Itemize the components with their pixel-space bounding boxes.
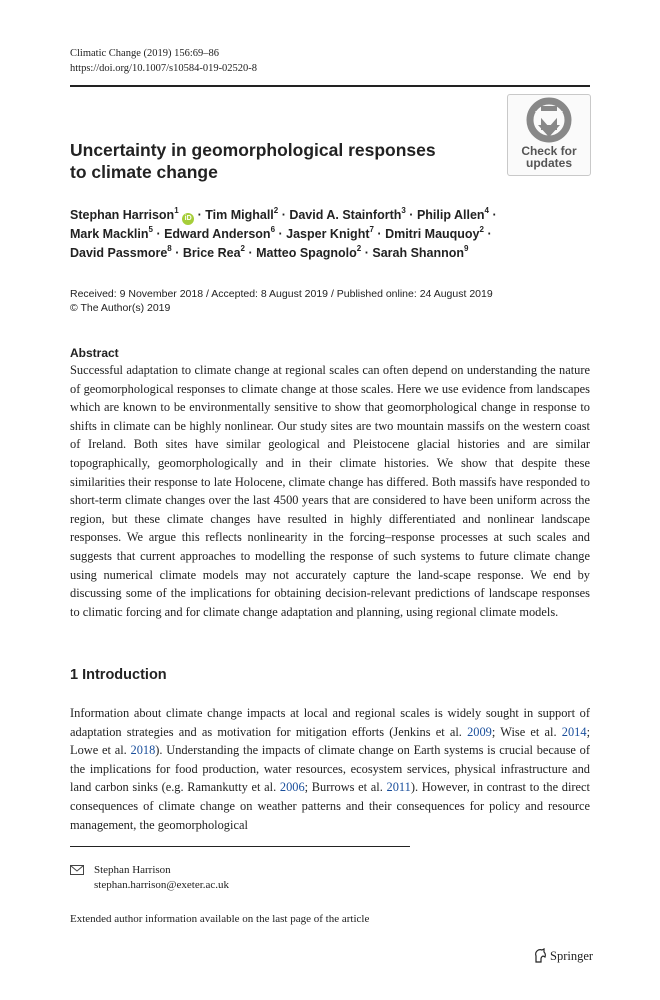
author-affiliation: 4 — [484, 206, 489, 215]
springer-horse-icon — [533, 948, 547, 963]
introduction-paragraph — [70, 704, 590, 834]
title-line-2: to climate change — [70, 162, 218, 182]
mail-icon — [70, 865, 84, 875]
author-name[interactable]: Philip Allen — [416, 208, 485, 222]
author-name[interactable]: Tim Mighall — [205, 208, 274, 222]
author-affiliation: 1 — [174, 206, 179, 215]
received-date: Received: 9 November 2018 — [70, 288, 204, 300]
author-name[interactable]: Matteo Spagnolo — [256, 246, 357, 260]
citation-link[interactable]: 2011 — [386, 780, 411, 795]
journal-citation: Climatic Change (2019) 156:69–86 — [70, 48, 220, 59]
citation-link[interactable]: 2018 — [130, 743, 156, 758]
author-name[interactable]: David A. Stainforth — [289, 208, 402, 222]
orcid-icon[interactable]: iD — [182, 213, 194, 225]
corresponding-author-email[interactable]: stephan.harrison@exeter.ac.uk — [94, 879, 230, 891]
badge-line-1: Check for — [521, 144, 577, 158]
author-affiliation: 2 — [479, 225, 484, 234]
intro-text: ). Understanding the impacts of climate change on Earth systems is crucial because of the implications for food production, water resources, ecosystem services, physical infrastructure and land carbon sinks (e.g. Ramankutty et al. — [70, 743, 590, 795]
copyright-line: © The Author(s) 2019 — [70, 302, 171, 314]
author-affiliation: 3 — [401, 206, 406, 215]
footnote-rule — [70, 846, 410, 847]
author-name[interactable]: David Passmore — [70, 246, 168, 260]
author-affiliation: 2 — [273, 206, 279, 215]
author-affiliation: 6 — [270, 225, 276, 234]
publisher-name: Springer — [550, 949, 594, 963]
author-name[interactable]: Dmitri Mauquoy — [385, 227, 480, 241]
author-affiliation: 8 — [167, 244, 172, 253]
header-rule — [70, 85, 590, 87]
author-affiliation: 2 — [240, 244, 245, 253]
abstract-heading: Abstract — [70, 346, 119, 360]
author-name[interactable]: Edward Anderson — [164, 227, 271, 241]
badge-line-2: updates — [525, 156, 572, 170]
check-for-updates-badge[interactable] — [507, 94, 591, 176]
author-name[interactable]: Mark Macklin — [70, 227, 149, 241]
publication-dates: Received: 9 November 2018 / Accepted: 8 August 2019 / Published online: 24 August 2019 © The Author(s) 2019 — [70, 288, 493, 314]
check-for-updates-icon — [508, 97, 590, 147]
title-line-1: Uncertainty in geomorphological responses — [70, 140, 436, 160]
abstract-text: Successful adaptation to climate change at regional scales can often depend on understanding the nature of geomorphological responses to climate change at those scales. Here we use evidence from landscapes which are known to be environmentally sensitive to show that geomorphological change in response to shifts in climate can be highly nonlinear. Our study sites are two mountain massifs on the western coast of Ireland. Both sites have similar geological and Pleistocene glacial histories and are similar topographically, geomorphologically and in their climate histories. We show that despite these similarities their response to late Holocene, climate change has differed. Both massifs have responded to short-term climate changes over the last 4500 years that are considered to have been uniform across the region, but these climate changes have resulted in highly differentiated and nonlinear landscape responses. We argue this reflects nonlinearity in the forcing–response processes at such scales and suggests that current approaches to modelling the response of such systems to future climate change using numerical climate models may not accurately capture the land-scape response. We end by discussing some of the implications for obtaining decision-relevant predictions of landscape responses to climatic forcing and for climate change adaptation and planning, using regional climate models. — [70, 363, 590, 619]
doi-link[interactable]: https://doi.org/10.1007/s10584-019-02520-8 — [70, 63, 258, 74]
author-affiliation: 9 — [464, 244, 469, 253]
accepted-date: Accepted: 8 August 2019 — [211, 288, 329, 300]
journal-header — [70, 46, 257, 76]
published-date: Published online: 24 August 2019 — [336, 288, 493, 300]
intro-text: ; Burrows et al. — [304, 780, 387, 795]
author-affiliation: 5 — [148, 225, 153, 234]
corresponding-author-name: Stephan Harrison — [94, 864, 171, 876]
badge-label — [508, 145, 590, 169]
author-list: Stephan Harrison$^1$ iD · Tim Mighall$^2$ · David A. Stainforth$^3$ · Philip Allen$^4$ · Mark Macklin$^5$ · Edward Anderson$^6$ · Jasper Knight$^7$ · Dmitri Mauquoy$^2$ · David Passmore$^8$ · Brice Rea$^2$ · Matteo Spagnolo$^2$ · Sarah Shannon$^9$ — [70, 206, 497, 260]
intro-text: ). However, in contrast to the direct consequences of climate change on weather patterns and their consequences for policy and resource management, the geomorphological — [70, 780, 591, 832]
intro-text: Information about climate change impacts at local and regional scales is widely sought in support of adaptation strategies and as motivation for mitigation efforts (Jenkins et al. — [70, 706, 590, 739]
corresponding-author — [94, 863, 229, 893]
extended-info-note: Extended author information available on the last page of the article — [70, 913, 370, 925]
citation-link[interactable]: 2014 — [561, 724, 587, 739]
intro-text: ; Wise et al. — [491, 724, 562, 739]
author-name[interactable]: Jasper Knight — [286, 227, 370, 241]
author-name[interactable]: Sarah Shannon — [372, 246, 465, 260]
article-title — [70, 139, 470, 183]
citation-link[interactable]: 2009 — [467, 724, 492, 739]
publisher-logo — [533, 948, 593, 964]
author-name[interactable]: Brice Rea — [182, 246, 241, 260]
author-affiliation: 7 — [369, 225, 374, 234]
author-name[interactable]: Stephan Harrison — [70, 208, 175, 222]
intro-text: ; Lowe et al. — [70, 724, 591, 758]
author-affiliation: 2 — [356, 244, 362, 253]
citation-link[interactable]: 2006 — [279, 780, 305, 795]
introduction-heading: 1 Introduction — [70, 667, 167, 683]
